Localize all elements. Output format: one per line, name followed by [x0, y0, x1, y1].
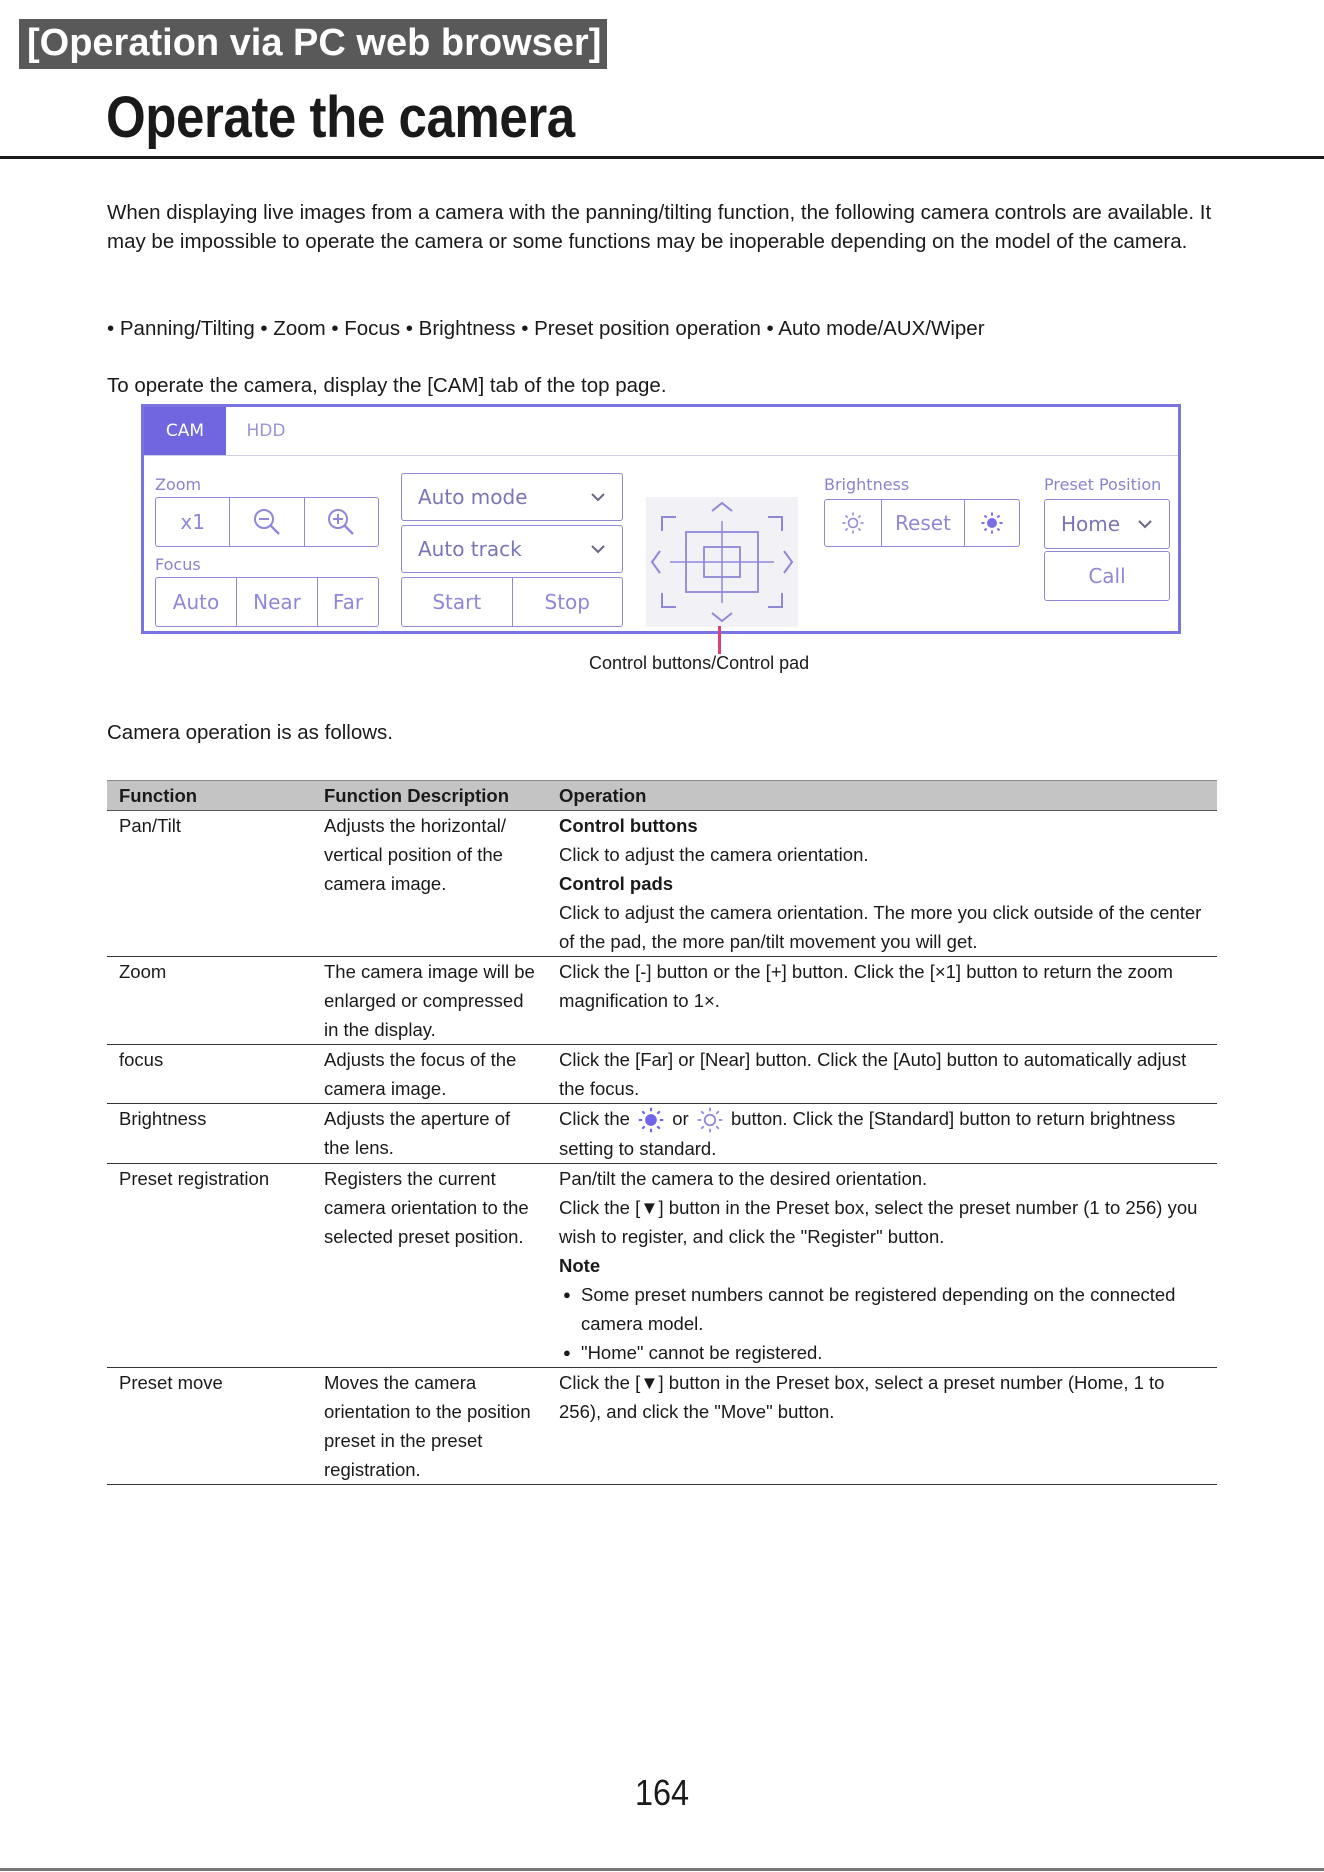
brightness-button-group [824, 499, 1020, 547]
function-cell: Brightness [107, 1104, 312, 1164]
zoom-out-icon [252, 507, 282, 537]
note-bullet: ● Some preset numbers cannot be registered depending on the connected camera model. [559, 1280, 1205, 1338]
sun-filled-icon [980, 511, 1004, 535]
focus-label: Focus [155, 555, 201, 574]
note-bullet: ● "Home" cannot be registered. [559, 1338, 1205, 1367]
table-row [107, 1368, 1217, 1485]
chevron-down-icon [590, 544, 606, 554]
table-row [107, 957, 1217, 1045]
title-rule [0, 156, 1324, 159]
callout-line [718, 626, 721, 654]
operation-text: or [672, 1108, 689, 1129]
focus-far-button[interactable]: Far [332, 590, 364, 614]
zoom-x1-button[interactable]: x1 [156, 498, 230, 546]
zoom-in-button[interactable] [305, 498, 378, 546]
operation-text: Click the [559, 1108, 630, 1129]
stop-button[interactable]: Stop [544, 590, 590, 614]
operation-text: Click to adjust the camera orientation. [559, 844, 869, 865]
operation-cell: Click the [-] button or the [+] button. Click the [×1] button to return the zoom magnification to 1×. [547, 957, 1217, 1045]
operation-text: Click to adjust the camera orientation. The more you click outside of the center of the pad, the more pan/tilt movement you will get. [559, 902, 1202, 952]
tab-cam[interactable]: CAM [144, 407, 226, 455]
zoom-label: Zoom [155, 475, 202, 494]
table-row [107, 1164, 1217, 1368]
operation-cell [547, 1104, 1217, 1164]
table-row [107, 1104, 1217, 1164]
description-cell: The camera image will be enlarged or compressed in the display. [312, 957, 547, 1045]
auto-track-select[interactable] [401, 525, 623, 573]
callout-label: Control buttons/Control pad [589, 653, 810, 673]
focus-button-group [155, 577, 379, 627]
description-cell: Adjusts the horizontal/ vertical position of the camera image. [312, 811, 547, 957]
page-number: 164 [634, 1772, 690, 1813]
focus-near-button[interactable]: Near [237, 578, 318, 626]
column-header: Function [107, 781, 312, 811]
subheading: Control buttons [559, 815, 698, 836]
function-cell: Preset registration [107, 1164, 312, 1368]
note-heading: Note [559, 1255, 601, 1277]
operation-cell: Click the [Far] or [Near] button. Click the [Auto] button to automatically adjust the focus. [547, 1045, 1217, 1104]
description-cell: Adjusts the aperture of the lens. [312, 1104, 547, 1164]
camera-operation-table [107, 780, 1217, 1485]
brightness-down-button[interactable] [825, 500, 882, 546]
cam-tab-instruction: To operate the camera, display the [CAM] tab of the top page. [107, 374, 667, 397]
sun-outline-icon [696, 1106, 724, 1134]
function-cell: Zoom [107, 957, 312, 1045]
start-stop-group [401, 577, 623, 627]
feature-list: • Panning/Tilting • Zoom • Focus • Brightness • Preset position operation • Auto mode/AUX/Wiper [107, 317, 985, 340]
sun-filled-icon [637, 1106, 665, 1134]
auto-track-value: Auto track [418, 537, 522, 561]
table-row [107, 811, 1217, 957]
auto-mode-select[interactable] [401, 473, 623, 521]
preset-call-button[interactable]: Call [1044, 551, 1170, 601]
operation-cell: Click the [▼] button in the Preset box, select a preset number (Home, 1 to 256), and click the "Move" button. [547, 1368, 1217, 1485]
description-cell: Registers the current camera orientation to the selected preset position. [312, 1164, 547, 1368]
chevron-down-icon [590, 492, 606, 502]
tab-bar [144, 407, 1178, 456]
function-cell: Pan/Tilt [107, 811, 312, 957]
operation-cell [547, 811, 1217, 957]
zoom-in-icon [326, 507, 356, 537]
column-header: Operation [547, 781, 1217, 811]
brightness-up-button[interactable] [965, 500, 1019, 546]
zoom-out-button[interactable] [230, 498, 304, 546]
subheading: Control pads [559, 873, 674, 894]
sun-outline-icon [841, 511, 865, 535]
preset-position-select[interactable] [1044, 499, 1170, 549]
table-row [107, 1045, 1217, 1104]
description-cell: Moves the camera orientation to the position preset in the preset registration. [312, 1368, 547, 1485]
operation-text: button. Click the [Standard] button to return brightness setting to standard. [559, 1108, 1176, 1160]
section-tag: [Operation via PC web browser] [19, 19, 607, 69]
column-header: Function Description [312, 781, 547, 811]
cam-control-panel [141, 404, 1181, 634]
tab-hdd[interactable]: HDD [246, 421, 286, 441]
description-cell: Adjusts the focus of the camera image. [312, 1045, 547, 1104]
control-pad[interactable] [646, 497, 798, 627]
function-cell: focus [107, 1045, 312, 1104]
bottom-rule [0, 1868, 1324, 1871]
brightness-label: Brightness [824, 475, 910, 494]
operation-text: Pan/tilt the camera to the desired orientation. [559, 1168, 928, 1190]
preset-position-label: Preset Position [1044, 475, 1162, 494]
auto-mode-value: Auto mode [418, 485, 528, 509]
function-cell: Preset move [107, 1368, 312, 1485]
operation-intro: Camera operation is as follows. [107, 721, 393, 744]
page-title: Operate the camera [106, 85, 575, 150]
brightness-reset-button[interactable]: Reset [882, 500, 965, 546]
operation-text: Click the [▼] button in the Preset box, select the preset number (1 to 256) you wish to register, and click the "Register" button. [559, 1197, 1198, 1248]
chevron-down-icon [1137, 519, 1153, 529]
start-button[interactable]: Start [402, 578, 513, 626]
table-header-row [107, 781, 1217, 811]
preset-position-value: Home [1061, 512, 1121, 536]
focus-auto-button[interactable]: Auto [156, 578, 237, 626]
intro-paragraph: When displaying live images from a camera with the panning/tilting function, the following camera controls are available. It may be impossible to operate the camera or some functions may be inoperable depending on the model of the camera. [107, 201, 1212, 253]
operation-cell [547, 1164, 1217, 1368]
zoom-button-group [155, 497, 379, 547]
